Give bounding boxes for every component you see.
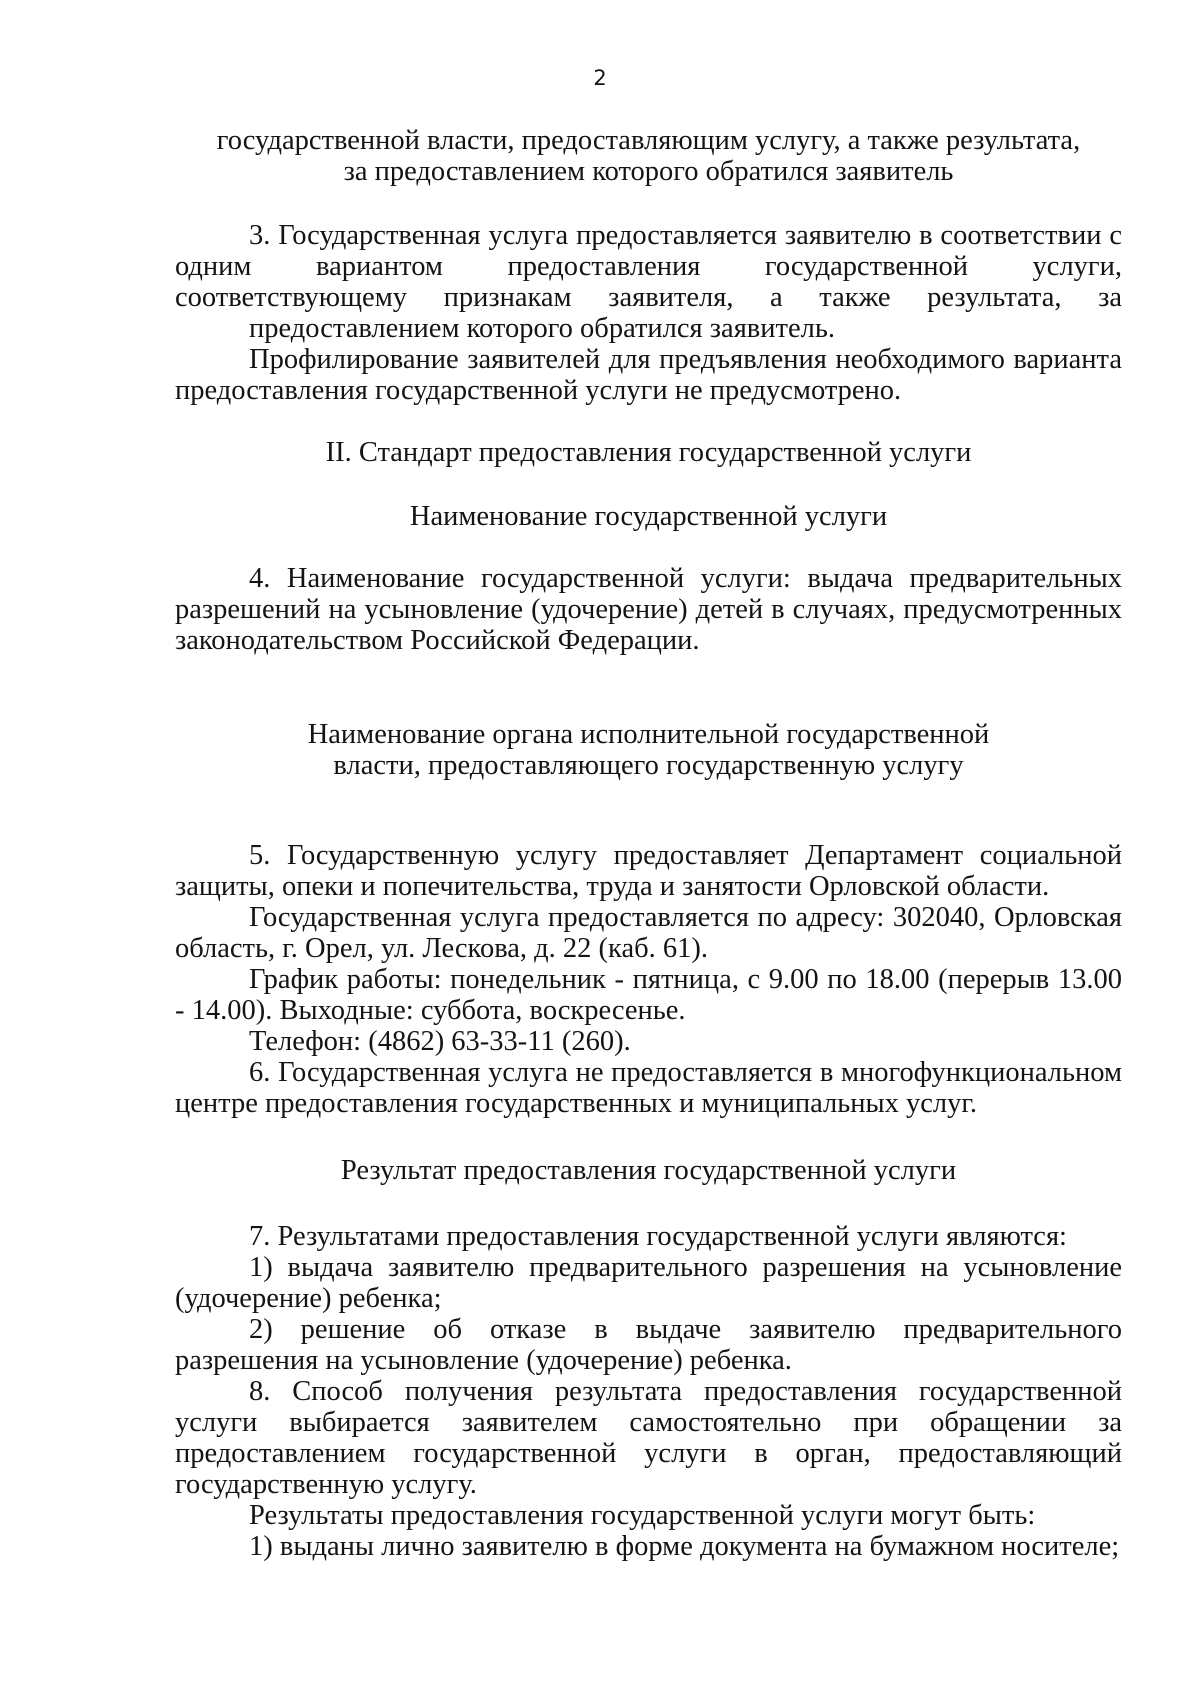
item-3-line-3: соответствующему признакам заявителя, а также результата, за <box>175 282 1122 313</box>
item-5-paragraph: 5. Государственную услугу предоставляет Департамент социальной защиты, опеки и попечительства, труда и занятости Орловской области. <box>175 840 1122 902</box>
section-heading-continuation <box>175 125 1122 187</box>
page-number: 2 <box>593 66 607 90</box>
service-name-heading: Наименование государственной услуги <box>409 501 888 532</box>
item-3-paragraph <box>175 220 1122 344</box>
item-3-line-1: 3. Государственная услуга предоставляется заявителю в соответствии с <box>249 220 1122 251</box>
item-6-paragraph: 6. Государственная услуга не предоставляется в многофункциональном центре предоставления государственных и муниципальных услуг. <box>175 1057 1122 1119</box>
address-paragraph: Государственная услуга предоставляется по адресу: 302040, Орловская область, г. Орел, ул. Лескова, д. 22 (каб. 61). <box>175 902 1122 964</box>
item-3-line-2: одним вариантом предоставления государственной услуги, <box>175 251 1122 282</box>
result-heading: Результат предоставления государственной услуги <box>340 1155 957 1186</box>
authority-heading <box>175 719 1122 781</box>
item-4-paragraph: 4. Наименование государственной услуги: выдача предварительных разрешений на усыновление (удочерение) детей в случаях, предусмотренных законодательством Российской Федерации. <box>175 563 1122 656</box>
item-7-intro: 7. Результатами предоставления государственной услуги являются: <box>249 1221 1067 1252</box>
item-8-paragraph: 8. Способ получения результата предоставления государственной услуги выбирается заявителем самостоятельно при обращении за предоставлением государственной услуги в орган, предоставляющий государственную услугу. <box>175 1376 1122 1500</box>
item-3-line-4: предоставлением которого обратился заявитель. <box>249 313 835 344</box>
item-7-point-2: 2) решение об отказе в выдаче заявителю предварительного разрешения на усыновление (удочерение) ребенка. <box>175 1314 1122 1376</box>
item-8-results-intro: Результаты предоставления государственной услуги могут быть: <box>249 1500 1036 1531</box>
profiling-paragraph: Профилирование заявителей для предъявления необходимого варианта предоставления государственной услуги не предусмотрено. <box>175 344 1122 406</box>
authority-heading-line-2: власти, предоставляющего государственную услугу <box>333 750 964 781</box>
schedule-paragraph: График работы: понедельник - пятница, с 9.00 по 18.00 (перерыв 13.00 - 14.00). Выходные: суббота, воскресенье. <box>175 964 1122 1026</box>
item-8-point-1: 1) выданы лично заявителю в форме документа на бумажном носителе; <box>249 1531 1120 1562</box>
heading-line-2: за предоставлением которого обратился заявитель <box>343 156 954 187</box>
authority-heading-line-1: Наименование органа исполнительной государственной <box>307 719 990 750</box>
document-body <box>175 125 1122 1562</box>
phone-paragraph: Телефон: (4862) 63-33-11 (260). <box>249 1026 631 1057</box>
heading-line-1: государственной власти, предоставляющим услугу, а также результата, <box>216 125 1081 156</box>
section-2-title: II. Стандарт предоставления государственной услуги <box>325 437 972 468</box>
item-7-point-1: 1) выдача заявителю предварительного разрешения на усыновление (удочерение) ребенка; <box>175 1252 1122 1314</box>
